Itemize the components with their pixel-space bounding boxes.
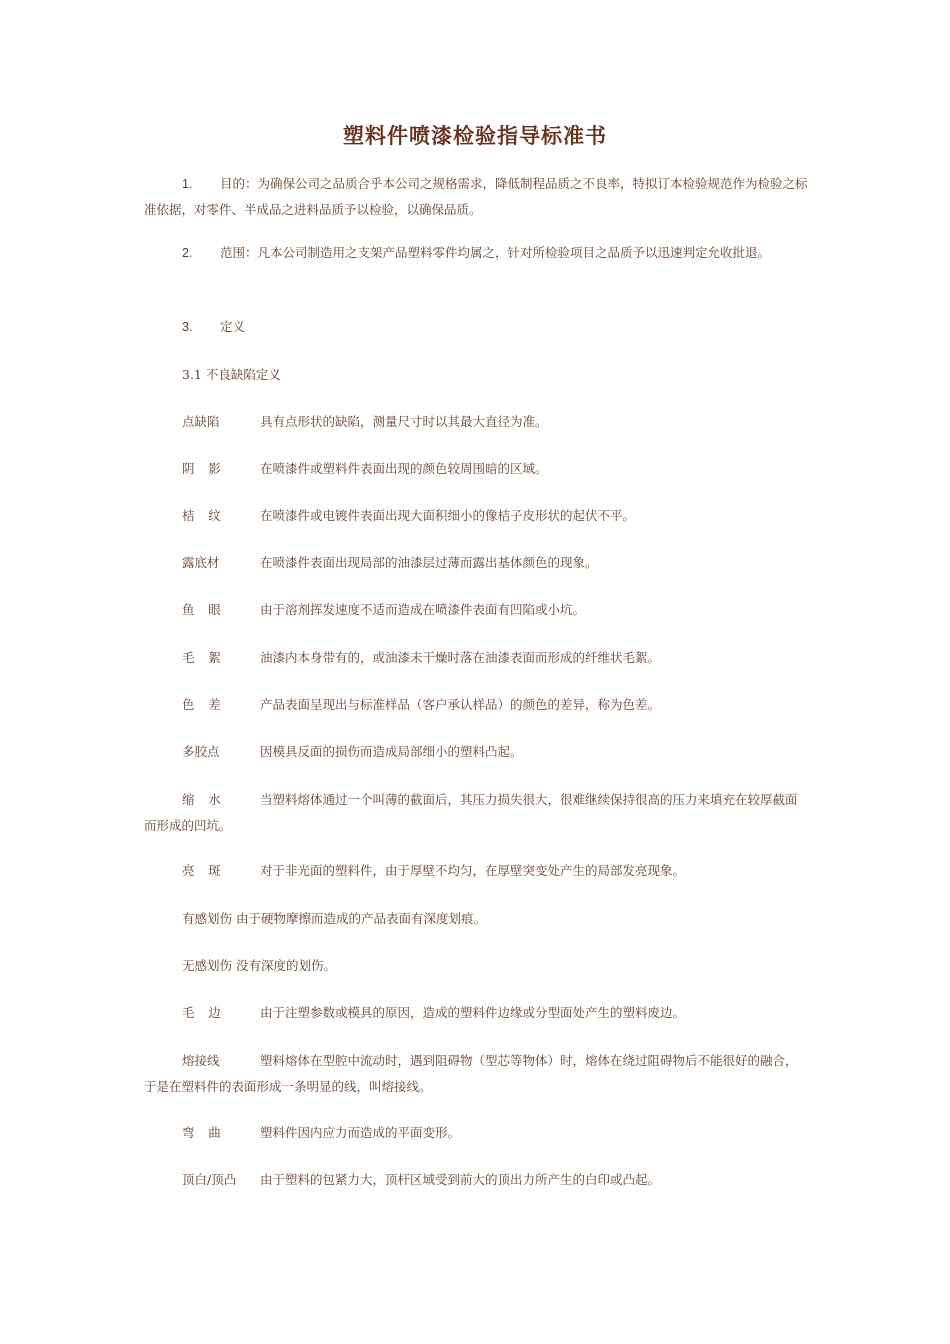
defect-term: 有感划伤	[182, 911, 233, 926]
document-title: 塑料件喷漆检验指导标准书	[343, 123, 607, 148]
defect-term: 无感划伤	[182, 958, 233, 973]
defect-item	[144, 739, 808, 765]
defect-item	[144, 597, 808, 623]
section-text: 范围：凡本公司制造用之支架产品塑料零件均属之，针对所检验项目之品质予以迅速判定允收批退。	[220, 245, 771, 260]
defect-desc: 在喷漆件或电镀件表面出现大面积细小的像桔子皮形状的起伏不平。	[260, 508, 636, 523]
defect-desc: 在喷漆件表面出现局部的油漆层过薄而露出基体颜色的现象。	[260, 555, 598, 570]
section-number: 3.	[182, 320, 193, 334]
defect-desc: 当塑料熔体通过一个叫薄的截面后，其压力损失很大，很难继续保持很高的压力来填充在较厚截面而形成的凹坑。	[144, 792, 798, 833]
defect-desc: 具有点形状的缺陷，测量尺寸时以其最大直径为准。	[260, 414, 548, 429]
defect-desc: 由于注塑参数或模具的原因，造成的塑料件边缘或分型面处产生的塑料废边。	[260, 1005, 686, 1020]
defect-desc: 由于溶剂挥发速度不适而造成在喷漆件表面有凹陷或小坑。	[260, 602, 586, 617]
defect-item	[144, 550, 808, 576]
defect-desc: 塑料件因内应力而造成的平面变形。	[260, 1125, 461, 1140]
defect-desc: 对于非光面的塑料件，由于厚壁不均匀，在厚壁突变处产生的局部发亮现象。	[260, 863, 686, 878]
defect-desc: 在喷漆件或塑料件表面出现的颜色较周围暗的区域。	[260, 461, 548, 476]
defect-item	[144, 692, 808, 718]
subsection-heading: 3.1 不良缺陷定义	[182, 367, 281, 382]
defect-term: 桔纹	[182, 508, 235, 523]
defect-item	[144, 1000, 808, 1026]
defect-term: 点缺陷	[182, 414, 220, 429]
section-text: 定义	[220, 319, 246, 334]
defect-term: 露底材	[182, 555, 220, 570]
defect-desc: 油漆内本身带有的，或油漆未干燥时落在油漆表面而形成的纤维状毛絮。	[260, 650, 661, 665]
defect-item	[144, 787, 808, 839]
defect-term: 色差	[182, 697, 235, 712]
defect-item	[144, 1120, 808, 1146]
defect-term: 毛絮	[182, 650, 235, 665]
defect-desc: 由于硬物摩擦而造成的产品表面有深度划痕。	[236, 911, 487, 926]
defect-desc: 产品表面呈现出与标准样品（客户承认样品）的颜色的差异，称为色差。	[260, 697, 661, 712]
defect-desc: 因模具反面的损伤而造成局部细小的塑料凸起。	[260, 744, 523, 759]
defect-item	[144, 1167, 808, 1193]
defect-term: 多胶点	[182, 744, 220, 759]
defect-term: 缩水	[182, 792, 235, 807]
defect-item	[144, 906, 808, 932]
defect-term: 顶白/顶凸	[182, 1172, 237, 1187]
defect-term: 鱼眼	[182, 602, 235, 617]
defect-item	[144, 858, 808, 884]
section-purpose	[144, 171, 808, 223]
defect-item	[144, 645, 808, 671]
defect-item	[144, 409, 808, 435]
defect-term: 弯曲	[182, 1125, 235, 1140]
defect-item	[144, 953, 808, 979]
section-scope	[144, 240, 808, 266]
defect-item	[144, 456, 808, 482]
defect-desc: 由于塑料的包紧力大，顶杆区域受到前大的顶出力所产生的白印或凸起。	[260, 1172, 661, 1187]
section-definition	[144, 314, 808, 340]
defect-term: 熔接线	[182, 1053, 220, 1068]
section-number: 1.	[182, 177, 193, 191]
defect-item	[144, 503, 808, 529]
section-number: 2.	[182, 246, 193, 260]
defect-desc: 塑料熔体在型腔中流动时，遇到阻碍物（型芯等物体）时，熔体在绕过阻碍物后不能很好的融合，于是在塑料件的表面形成一条明显的线，叫熔接线。	[144, 1053, 798, 1094]
section-text: 目的：为确保公司之品质合乎本公司之规格需求，降低制程品质之不良率，特拟订本检验规范作为检验之标准依据，对零件、半成品之进料品质予以检验，以确保品质。	[144, 176, 808, 217]
defect-term: 阴影	[182, 461, 235, 476]
defect-term: 亮斑	[182, 863, 235, 878]
defect-item	[144, 1048, 808, 1100]
defect-desc: 没有深度的划伤。	[236, 958, 337, 973]
defect-term: 毛边	[182, 1005, 235, 1020]
